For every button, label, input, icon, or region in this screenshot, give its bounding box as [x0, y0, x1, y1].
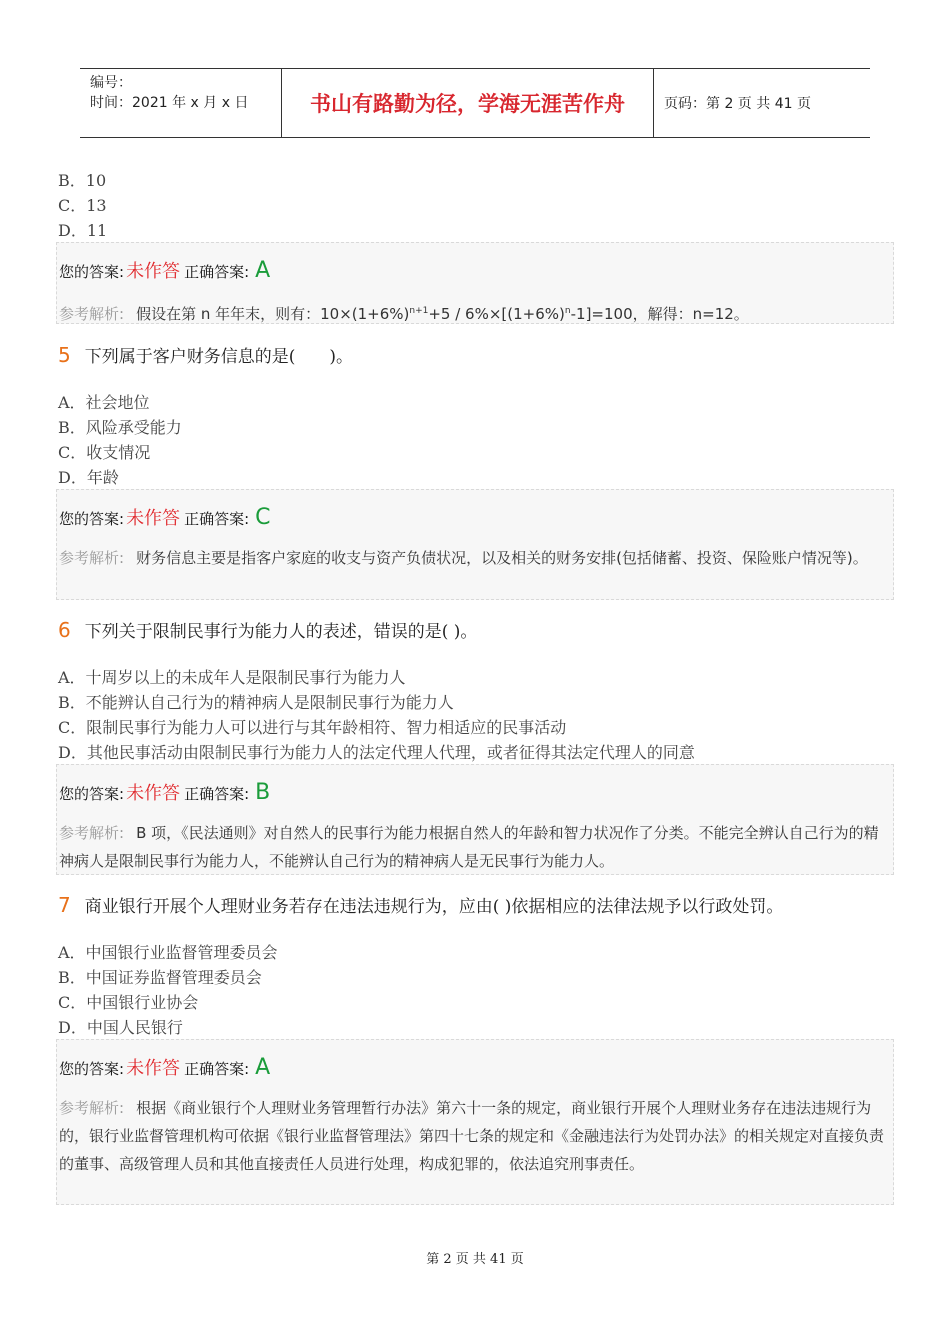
header-meta	[80, 69, 282, 137]
analysis-label: 参考解析:	[59, 824, 125, 842]
answer-line	[59, 257, 270, 283]
question-text: 商业银行开展个人理财业务若存在违法违规行为，应由( )依据相应的法律法规予以行政处罚。	[84, 897, 784, 917]
q5-option-a: A．社会地位	[58, 393, 150, 412]
answer-line	[59, 779, 270, 805]
question-number: 7	[58, 893, 71, 917]
answer-line	[59, 1054, 270, 1080]
analysis-text: 参考解析: 根据《商业银行个人理财业务管理暂行办法》第六十一条的规定，商业银行开展个人理财业务存在违法违规行为的，银行业监督管理机构可依据《银行业监督管理法》第四十七条的规定和《金融违法行为处罚办法》的相关规定对直接负责的董事、高级管理人员和其他直接责任人员进行处理，构成犯罪的，依法追究刑事责任。	[59, 1099, 885, 1173]
q5-option-d: D．年龄	[58, 468, 119, 487]
q7-option-c: C．中国银行业协会	[58, 993, 199, 1012]
question-text: 下列属于客户财务信息的是( )。	[84, 347, 353, 367]
correct-answer-label: 正确答案:	[184, 510, 250, 528]
correct-answer: A	[255, 1055, 271, 1080]
q7-option-a: A．中国银行业监督管理委员会	[58, 943, 278, 962]
analysis-text: 参考解析: 财务信息主要是指客户家庭的收支与资产负债状况，以及相关的财务安排(包括储蓄、投资、保险账户情况等)。	[59, 549, 868, 567]
page-header	[80, 68, 870, 138]
correct-answer: C	[255, 505, 271, 530]
question-5-title	[58, 342, 353, 367]
q6-answer-box	[56, 764, 894, 875]
correct-answer-label: 正确答案:	[184, 1060, 250, 1078]
analysis-label: 参考解析:	[59, 549, 125, 567]
q4-answer-box	[56, 242, 894, 324]
q4-option-c: C．13	[58, 196, 107, 215]
question-number: 6	[58, 618, 71, 642]
page-footer: 第 2 页 共 41 页	[426, 1252, 524, 1267]
q7-option-d: D．中国人民银行	[58, 1018, 183, 1037]
q7-option-b: B．中国证券监督管理委员会	[58, 968, 262, 987]
answer-line	[59, 504, 271, 530]
q5-option-b: B．风险承受能力	[58, 418, 182, 437]
your-answer: 未作答	[126, 508, 181, 529]
analysis-text: 参考解析: B 项，《民法通则》对自然人的民事行为能力根据自然人的年龄和智力状况作了分类。不能完全辨认自己行为的精神病人是限制民事行为能力人，不能辨认自己行为的精神病人是无民事行为能力人。	[59, 824, 879, 870]
analysis-text: 参考解析: 假设在第 n 年年末，则有：$10\times(1+6\%)^{n+1}+5 / 6\%\times[(1+6\%)^n-1]=100$，解得：n=12。	[59, 305, 749, 323]
q6-option-c: C．限制民事行为能力人可以进行与其年龄相符、智力相适应的民事活动	[58, 718, 567, 737]
q5-option-c: C．收支情况	[58, 443, 151, 462]
header-page-info: 页码：第 2 页 共 41 页	[664, 96, 811, 112]
your-answer: 未作答	[126, 783, 181, 804]
question-text: 下列关于限制民事行为能力人的表述，错误的是( )。	[84, 622, 478, 642]
correct-answer-label: 正确答案:	[184, 263, 250, 281]
q5-answer-box	[56, 489, 894, 600]
code-label: 编号：	[90, 75, 132, 91]
q4-option-d: D．11	[58, 221, 108, 240]
your-answer: 未作答	[126, 261, 181, 282]
header-motto: 书山有路勤为径，学海无涯苦作舟	[282, 69, 654, 137]
date-label: 时间：2021 年 x 月 x 日	[90, 95, 249, 111]
analysis-label: 参考解析:	[59, 1099, 125, 1117]
q6-option-b: B．不能辨认自己行为的精神病人是限制民事行为能力人	[58, 693, 454, 712]
correct-answer-label: 正确答案:	[184, 785, 250, 803]
correct-answer: B	[255, 780, 271, 805]
q7-answer-box	[56, 1039, 894, 1205]
question-7-title	[58, 892, 783, 917]
your-answer: 未作答	[126, 1058, 181, 1079]
your-answer-label: 您的答案:	[59, 1060, 125, 1078]
analysis-label: 参考解析:	[59, 305, 125, 323]
correct-answer: A	[255, 258, 271, 283]
your-answer-label: 您的答案:	[59, 785, 125, 803]
q6-option-a: A．十周岁以上的未成年人是限制民事行为能力人	[58, 668, 406, 687]
question-6-title	[58, 617, 477, 642]
q4-option-b: B．10	[58, 171, 107, 190]
your-answer-label: 您的答案:	[59, 263, 125, 281]
q6-option-d: D．其他民事活动由限制民事行为能力人的法定代理人代理，或者征得其法定代理人的同意	[58, 743, 695, 762]
your-answer-label: 您的答案:	[59, 510, 125, 528]
question-number: 5	[58, 343, 71, 367]
